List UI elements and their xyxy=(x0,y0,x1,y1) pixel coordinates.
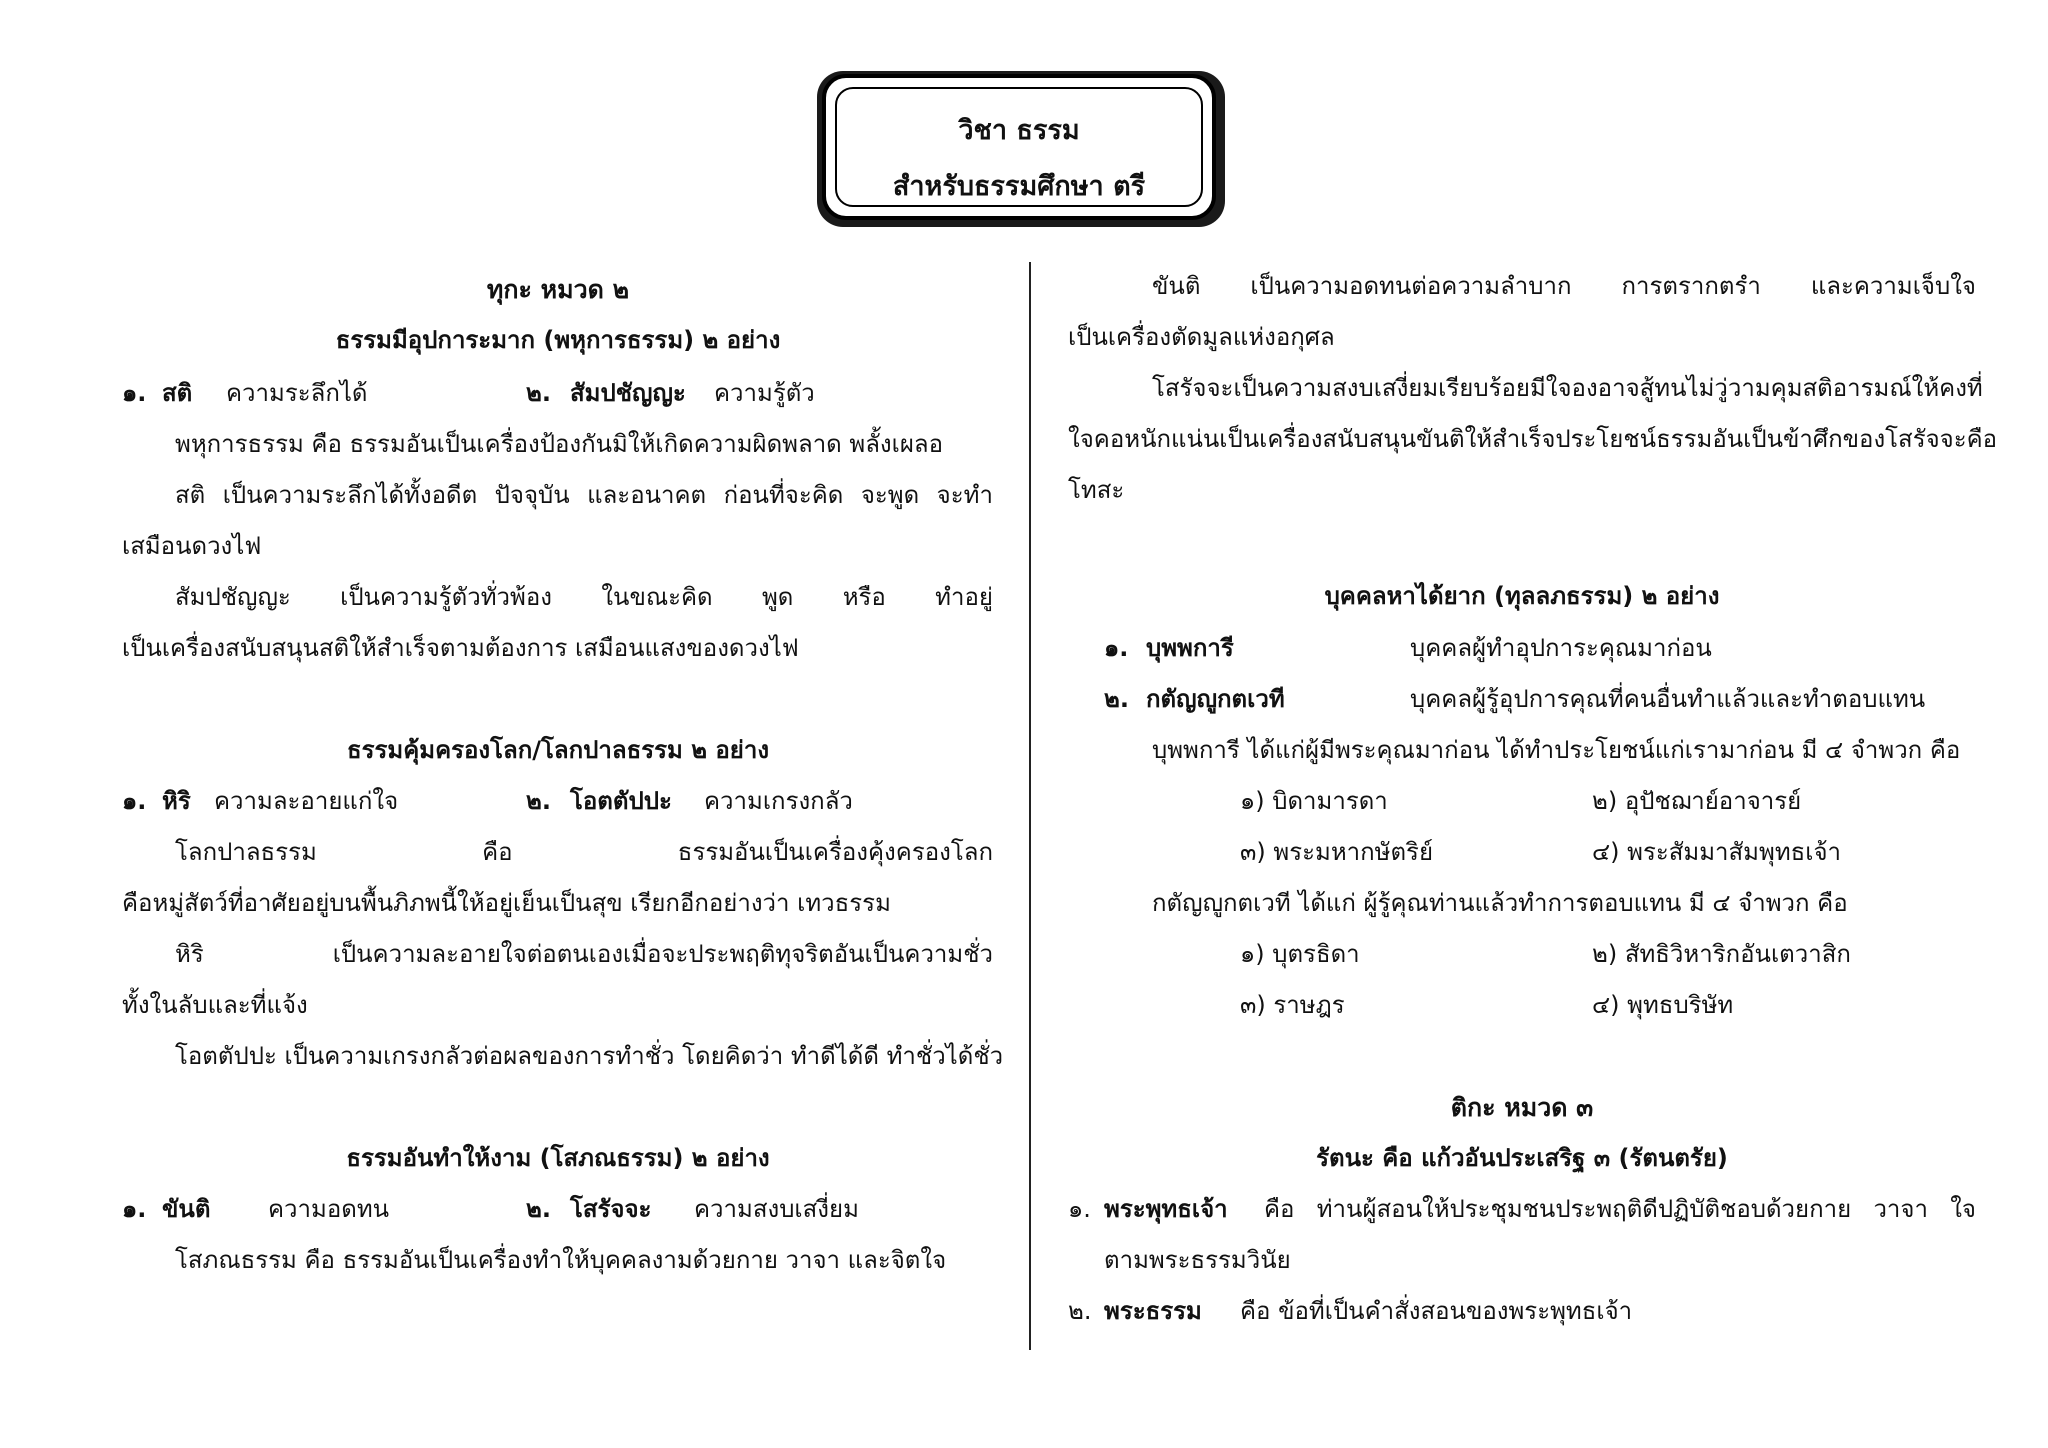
word: ขันติ xyxy=(1152,272,1201,300)
word: ปัจจุบัน xyxy=(494,481,570,509)
word: ก่อนที่จะคิด xyxy=(723,481,844,509)
item-desc-soracca: ความสงบเสงี่ยม xyxy=(694,1195,859,1223)
word: คือ xyxy=(482,838,513,866)
item-desc-buddha-line2: ตามพระธรรมวินัย xyxy=(1104,1246,1291,1274)
item-term-hiri: หิริ xyxy=(162,787,191,815)
paragraph-sati-line1 xyxy=(175,483,993,507)
item-desc-sampajanna: ความรู้ตัว xyxy=(714,379,815,407)
paragraph-katannu-types: กตัญญูกตเวที ได้แก่ ผู้รู้คุณท่านแล้วทำการตอบแทน มี ๔ จำพวก คือ xyxy=(1152,889,1848,917)
word: จะพูด xyxy=(860,481,920,509)
word: วาจา xyxy=(1873,1195,1928,1223)
word: สู้ทน xyxy=(1639,374,1687,402)
item-desc-hiri: ความละอายแก่ใจ xyxy=(214,787,399,815)
word: และอนาคต xyxy=(587,481,707,509)
word: เป็นความระลึกได้ทั้งอดีต xyxy=(222,481,478,509)
list-item: ๑) บิดามารดา xyxy=(1240,787,1388,815)
column-divider xyxy=(1029,262,1031,1350)
word: เป็นเครื่องสนับสนุนขันติให้สำเร็จประโยชน์ xyxy=(1219,425,1657,453)
word: หิริ xyxy=(175,940,204,968)
paragraph-sati-line2: เสมือนดวงไฟ xyxy=(122,532,262,560)
word: สัมปชัญญะ xyxy=(175,583,291,611)
paragraph-sampajanna-line2: เป็นเครื่องสนับสนุนสติให้สำเร็จตามต้องการ เสมือนแสงของดวงไฟ xyxy=(122,634,799,662)
item-number: ๒. xyxy=(1104,685,1129,713)
paragraph-hiri-line1 xyxy=(175,942,993,966)
paragraph-hiri-line2: ทั้งในลับและที่แจ้ง xyxy=(122,991,308,1019)
item-desc-dhamma: คือ ข้อที่เป็นคำสั่งสอนของพระพุทธเจ้า xyxy=(1240,1297,1633,1325)
word: เป็นความอดทนต่อความลำบาก xyxy=(1250,272,1572,300)
list-item: ๒) อุปัชฌาย์อาจารย์ xyxy=(1592,787,1802,815)
item-term-buddha: พระพุทธเจ้า xyxy=(1104,1195,1228,1223)
word: คุมสติ xyxy=(1770,374,1833,402)
paragraph-pubbakari-types: บุพพการี ได้แก่ผู้มีพระคุณมาก่อน ได้ทำประโยชน์แก่เรามาก่อน มี ๔ จำพวก คือ xyxy=(1152,736,1961,764)
section-subheading-lokapala: ธรรมคุ้มครองโลก/โลกปาลธรรม ๒ อย่าง xyxy=(346,736,770,764)
item-term-sampajanna: สัมปชัญญะ xyxy=(570,379,686,407)
item-desc-khanti: ความอดทน xyxy=(268,1195,390,1223)
word: พูด xyxy=(761,583,794,611)
item-number: ๑. xyxy=(122,379,147,407)
item-number: ๒. xyxy=(1068,1297,1092,1325)
word: ใจ xyxy=(1950,1195,1976,1223)
item-term-katannu: กตัญญูกตเวที xyxy=(1146,685,1285,713)
paragraph-sampajanna-line1 xyxy=(175,585,993,609)
item-number: ๑. xyxy=(122,787,147,815)
word: ธรรมอันเป็นเครื่องคุ้งครองโลก xyxy=(677,838,993,866)
section-subheading-bahukara: ธรรมมีอุปการะมาก (พหุการธรรม) ๒ อย่าง xyxy=(335,326,781,354)
word: ไม่วู่วาม xyxy=(1686,374,1771,402)
paragraph-sobhana: โสภณธรรม คือ ธรรมอันเป็นเครื่องทำให้บุคคลงามด้วยกาย วาจา และจิตใจ xyxy=(175,1246,947,1274)
word: และความเจ็บใจ xyxy=(1810,272,1976,300)
paragraph-khanti-line2: เป็นเครื่องตัดมูลแห่งอกุศล xyxy=(1068,323,1335,351)
paragraph-ottappa: โอตตัปปะ เป็นความเกรงกลัวต่อผลของการทำชั่ว โดยคิดว่า ทำดีได้ดี ทำชั่วได้ชั่ว xyxy=(175,1042,1004,1070)
item-desc-ottappa: ความเกรงกลัว xyxy=(704,787,853,815)
word: คือ xyxy=(1966,425,1998,453)
item-term-dhamma: พระธรรม xyxy=(1104,1297,1202,1325)
section-subheading-dullabha: บุคคลหาได้ยาก (ทุลลภธรรม) ๒ อย่าง xyxy=(1324,582,1720,610)
word: โสรัจจะ xyxy=(1152,374,1234,402)
page-subtitle: สำหรับธรรมศึกษา ตรี xyxy=(892,171,1146,202)
paragraph-lokapala-line2: คือหมู่สัตว์ที่อาศัยอยู่บนพื้นภิภพนี้ให้อยู่เย็นเป็นสุข เรียกอีกอย่างว่า เทวธรรม xyxy=(122,889,891,917)
item-number: ๑. xyxy=(122,1195,147,1223)
item-term-soracca: โสรัจจะ xyxy=(570,1195,652,1223)
section-heading-duka: ทุกะ หมวด ๒ xyxy=(486,275,630,304)
item-term-sati: สติ xyxy=(162,379,193,407)
list-item: ๓) ราษฎร xyxy=(1240,991,1345,1019)
word: ธรรมอันเป็นข้าศึกของโสรัจจะ xyxy=(1656,425,1967,453)
page-title: วิชา ธรรม xyxy=(958,115,1080,146)
item-number: ๑. xyxy=(1068,1195,1091,1223)
word: คือ xyxy=(1264,1195,1295,1223)
section-subheading-sobhana: ธรรมอันทำให้งาม (โสภณธรรม) ๒ อย่าง xyxy=(346,1144,770,1172)
section-subheading-ratana: รัตนะ คือ แก้วอันประเสริฐ ๓ (รัตนตรัย) xyxy=(1316,1144,1728,1172)
item-number: ๒. xyxy=(526,787,551,815)
list-item: ๔) พุทธบริษัท xyxy=(1592,991,1734,1019)
word: มีใจองอาจ xyxy=(1529,374,1640,402)
word: เป็นความรู้ตัวทั่วพ้อง xyxy=(340,583,552,611)
word: ทำอยู่ xyxy=(935,583,993,611)
word: การตรากตรำ xyxy=(1621,272,1761,300)
item-desc-katannu: บุคคลผู้รู้อุปการคุณที่คนอื่นทำแล้วและทำตอบแทน xyxy=(1410,685,1926,713)
item-desc-pubbakari: บุคคลผู้ทำอุปการะคุณมาก่อน xyxy=(1410,634,1712,662)
list-item: ๒) สัทธิวิหาริกอันเตวาสิก xyxy=(1592,940,1851,968)
word: ท่านผู้สอนให้ประชุมชนประพฤติดีปฏิบัติชอบด้วยกาย xyxy=(1316,1195,1852,1223)
item-number: ๑. xyxy=(1104,634,1129,662)
word: หรือ xyxy=(842,583,886,611)
word: จะทำ xyxy=(936,481,993,509)
word: ใจคอหนักแน่น xyxy=(1068,425,1220,453)
paragraph-soracca-line2 xyxy=(1068,425,1998,453)
word: เป็นความละอายใจต่อตนเองเมื่อจะประพฤติทุจริตอันเป็นความชั่ว xyxy=(332,940,993,968)
item-desc-sati: ความระลึกได้ xyxy=(226,379,368,407)
paragraph-khanti-line1 xyxy=(1152,274,1976,298)
section-heading-tika: ติกะ หมวด ๓ xyxy=(1450,1093,1594,1122)
paragraph-soracca-line1 xyxy=(1152,374,1983,402)
item-term-pubbakari: บุพพการี xyxy=(1146,634,1234,662)
word: อารมณ์ให้คงที่ xyxy=(1832,374,1983,402)
list-item: ๓) พระมหากษัตริย์ xyxy=(1240,838,1434,866)
paragraph-bahukara: พหุการธรรม คือ ธรรมอันเป็นเครื่องป้องกันมิให้เกิดความผิดพลาด พลั้งเผลอ xyxy=(175,430,944,458)
item-number: ๒. xyxy=(526,1195,551,1223)
paragraph-lokapala-line1 xyxy=(175,840,993,864)
word: โลกปาลธรรม xyxy=(175,838,317,866)
word: สติ xyxy=(175,481,206,509)
word: เป็นความสงบเสงี่ยมเรียบร้อย xyxy=(1233,374,1530,402)
word: ในขณะคิด xyxy=(601,583,713,611)
list-item: ๔) พระสัมมาสัมพุทธเจ้า xyxy=(1592,838,1842,866)
item-term-ottappa: โอตตัปปะ xyxy=(570,787,672,815)
item-number: ๒. xyxy=(526,379,551,407)
item-term-khanti: ขันติ xyxy=(162,1195,211,1223)
paragraph-soracca-line3: โทสะ xyxy=(1068,476,1125,504)
item-desc-buddha-line1 xyxy=(1264,1197,1976,1221)
title-box xyxy=(822,74,1216,220)
list-item: ๑) บุตรธิดา xyxy=(1240,940,1360,968)
